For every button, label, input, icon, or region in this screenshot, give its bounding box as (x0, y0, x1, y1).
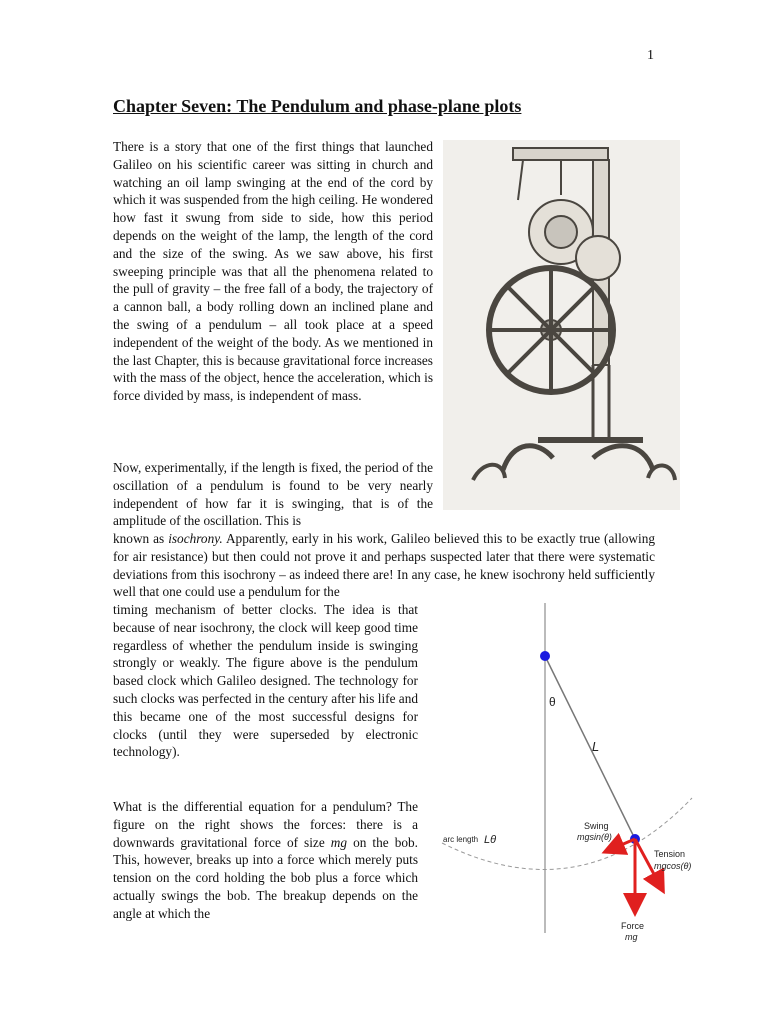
length-label: L (592, 739, 600, 754)
isochrony-term: isochrony. (168, 531, 223, 546)
swing-expression: mgsin(θ) (577, 832, 612, 842)
force-expression: mg (625, 932, 638, 942)
paragraph-differential-equation (113, 798, 418, 923)
galileo-clock-illustration (443, 140, 680, 510)
pendulum-rod (545, 656, 635, 839)
pivot-point (540, 651, 550, 661)
chapter-title: Chapter Seven: The Pendulum and phase-plane plots (113, 96, 522, 116)
mg-term: mg (330, 834, 348, 850)
isochrony-text: Apparently, early in his work, Galileo believed this to be exactly true (allowing for air resistance) but then could not prove it and perhaps suspected later that there were systematic deviations from this isochrony – as indeed there are! In any case, he knew isochrony held sufficiently well that one could use a pendulum for the (113, 531, 655, 600)
diffeq-text-start: What is the differential equation for a pendulum? The figure on the right shows the forces: there is a downwards gravitational force of size (113, 799, 418, 850)
known-as-text: known as (113, 531, 165, 546)
force-label: Force (621, 921, 645, 931)
paragraph-isochrony-lead: Now, experimentally, if the length is fixed, the period of the oscillation of a pendulum is found to be very nearly independent of how far it is swinging, that is of the amplitude of the oscillation. This is (113, 460, 433, 529)
arc-length-expression: Lθ (484, 834, 497, 846)
paragraph-galileo-story: There is a story that one of the first things that launched Galileo on his scientific career was sitting in church and watching an oil lamp swinging at the end of the cord by which it was suspended from the high ceiling. He wondered how fast it swung from side to side, how this period depends on the weight of the lamp, the length of the cord and the size of the swing. As we saw above, his first sweeping principle was that all the phenomena related to the pull of gravity – the free fall of a body, the trajectory of a cannon ball, a body rolling down an inclined plane and the swing of a pendulum – all took place at a speed independent of the weight of the body. As we mentioned in the last Chapter, this is because gravitational force increases with the mass of the object, hence the acceleration, which is force divided by mass, is independent of mass. (113, 139, 433, 404)
pendulum-force-diagram (432, 583, 707, 945)
paragraph-clock-timing: timing mechanism of better clocks. The idea is that because of near isochrony, the clock will keep good time regardless of whether the pendulum inside is swinging strongly or weakly. The figure above is the pendulum based clock which Galileo designed. The technology for such clocks was perfected in the century after his life and this became one of the most successful designs for clocks (until they were superseded by electronic technology). (113, 602, 418, 760)
page-number: 1 (647, 48, 654, 63)
tension-expression: mgcos(θ) (654, 861, 692, 871)
theta-label: θ (549, 695, 556, 709)
tension-label: Tension (654, 849, 686, 859)
arc-length-label: arc length (443, 835, 479, 844)
diffeq-text-end: on the bob. This, however, breaks up into a force which merely puts tension on the cord holding the bob plus a force which actually swings the bob. The breakup depends on the angle at which the (113, 834, 418, 921)
swing-label: Swing (584, 821, 609, 831)
